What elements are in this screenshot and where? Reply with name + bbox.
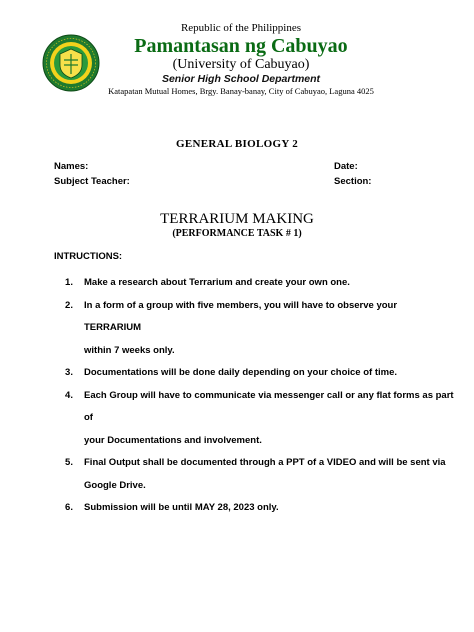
list-item: [54, 452, 454, 475]
section-label: Section:: [334, 176, 372, 187]
list-item-text: your Documentations and involvement.: [84, 434, 262, 446]
list-item-text: In a form of a group with five members, you will have to observe your TERRARIUM: [84, 299, 398, 333]
list-item-text: Documentations will be done daily depending on your choice of time.: [84, 367, 398, 378]
list-item: [54, 362, 454, 385]
department-name: Senior High School Department: [161, 73, 321, 85]
list-item-number: 1.: [65, 277, 73, 288]
instructions-list: [54, 272, 454, 520]
school-name: Pamantasan ng Cabuyao: [134, 35, 348, 57]
list-item: [54, 272, 454, 295]
date-label: Date:: [334, 161, 358, 172]
task-title: TERRARIUM MAKING: [160, 211, 314, 227]
list-item: [54, 385, 454, 430]
list-item-number: 5.: [65, 457, 73, 468]
instructions-heading: INTRUCTIONS:: [54, 251, 123, 262]
school-address: Katapatan Mutual Homes, Brgy. Banay-banay, City of Cabuyao, Laguna 4025: [108, 86, 374, 96]
letterhead: [106, 22, 376, 97]
list-item-text: Google Drive.: [84, 479, 146, 491]
republic-label: Republic of the Philippines: [180, 22, 302, 34]
list-item-continuation: [54, 340, 454, 363]
list-item: [54, 295, 454, 340]
university-seal-icon: [42, 34, 100, 92]
subject-teacher-label: Subject Teacher:: [54, 176, 130, 187]
list-item-text: within 7 weeks only.: [84, 344, 175, 356]
list-item-number: 4.: [65, 389, 73, 401]
list-item-number: 6.: [65, 502, 73, 513]
list-item: [54, 497, 454, 520]
list-item-text: Each Group will have to communicate via messenger call or any flat forms as part of: [84, 389, 454, 423]
task-subtitle: (PERFORMANCE TASK # 1): [172, 228, 302, 239]
list-item-number: 2.: [65, 299, 73, 311]
list-item-text: Make a research about Terrarium and create your own one.: [84, 277, 350, 288]
subject-title: GENERAL BIOLOGY 2: [175, 138, 299, 150]
list-item-continuation: [54, 430, 454, 453]
names-label: Names:: [54, 161, 89, 172]
list-item-number: 3.: [65, 367, 73, 378]
list-item-continuation: [54, 475, 454, 498]
list-item-text: Submission will be until MAY 28, 2023 only.: [84, 502, 279, 513]
school-name-english: (University of Cabuyao): [172, 57, 310, 72]
list-item-text: Final Output shall be documented through a PPT of a VIDEO and will be sent via: [84, 457, 446, 468]
